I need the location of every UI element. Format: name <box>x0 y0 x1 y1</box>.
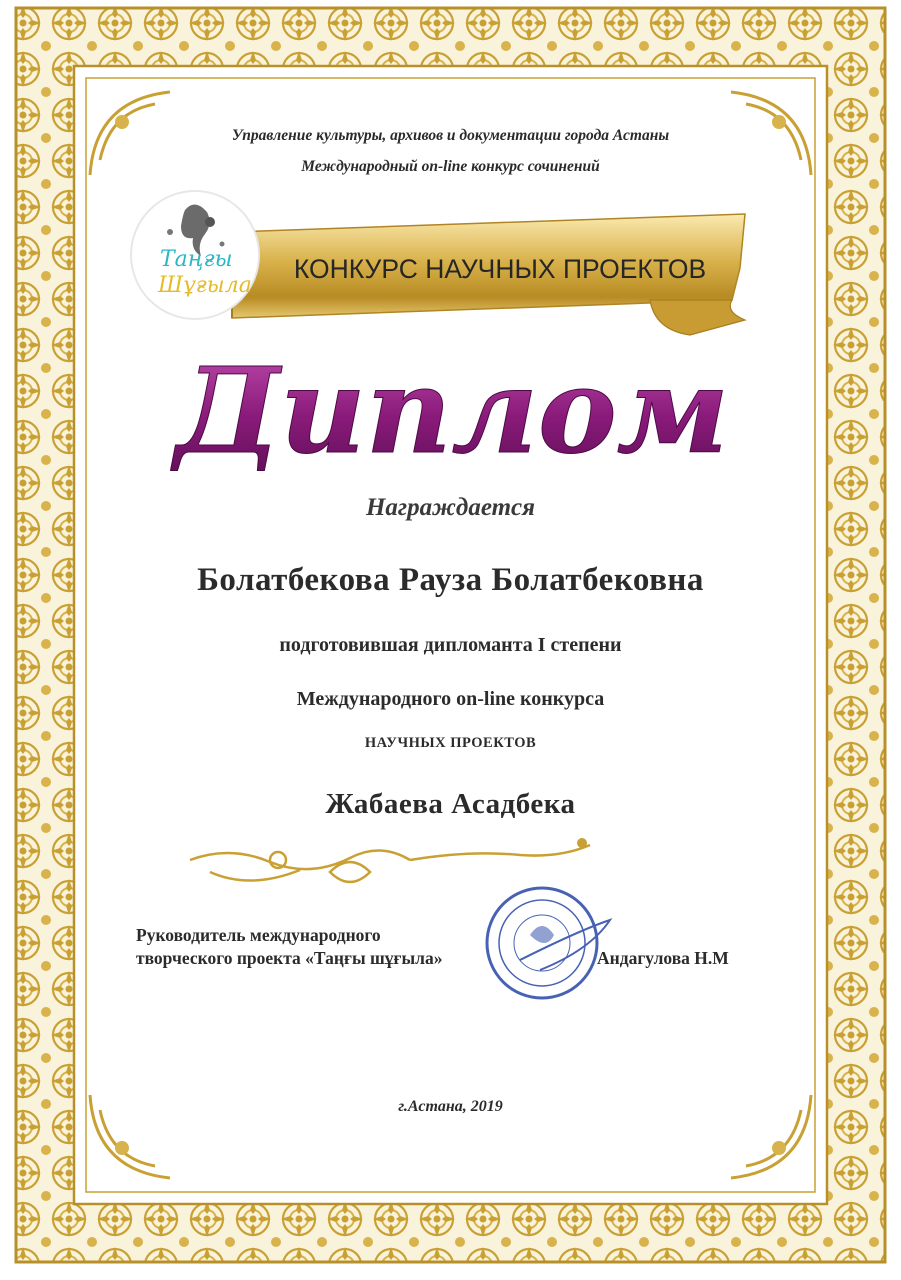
contest-line: Международный on-line конкурс сочинений <box>301 158 600 175</box>
place-date: г.Астана, 2019 <box>398 1098 503 1115</box>
organization-name: Управление культуры, архивов и документации города Астаны <box>231 127 670 144</box>
signer-name: Андагулова Н.М <box>597 948 729 968</box>
recipient-name: Болатбекова Рауза Болатбековна <box>197 562 704 598</box>
stamp <box>487 888 610 998</box>
award-subtitle: Награждается <box>365 494 536 521</box>
student-name: Жабаева Асадбека <box>325 788 576 820</box>
logo-text-line1: Таңғы <box>160 247 233 272</box>
signature-role-line-2: творческого проекта «Таңғы шұғыла» <box>136 948 443 968</box>
award-line-1: подготовившая дипломанта I степени <box>279 634 622 656</box>
award-line-2: Международного on-line конкурса <box>296 688 605 710</box>
flourish-divider <box>190 845 590 882</box>
diploma-title: Диплом <box>175 341 729 480</box>
banner-text: КОНКУРС НАУЧНЫХ ПРОЕКТОВ <box>293 254 707 284</box>
award-line-3: НАУЧНЫХ ПРОЕКТОВ <box>364 735 537 751</box>
signature-role <box>136 924 442 970</box>
signature-role-line-1: Руководитель международного <box>136 925 381 945</box>
logo-text-line2: Шұғыла <box>158 273 252 298</box>
